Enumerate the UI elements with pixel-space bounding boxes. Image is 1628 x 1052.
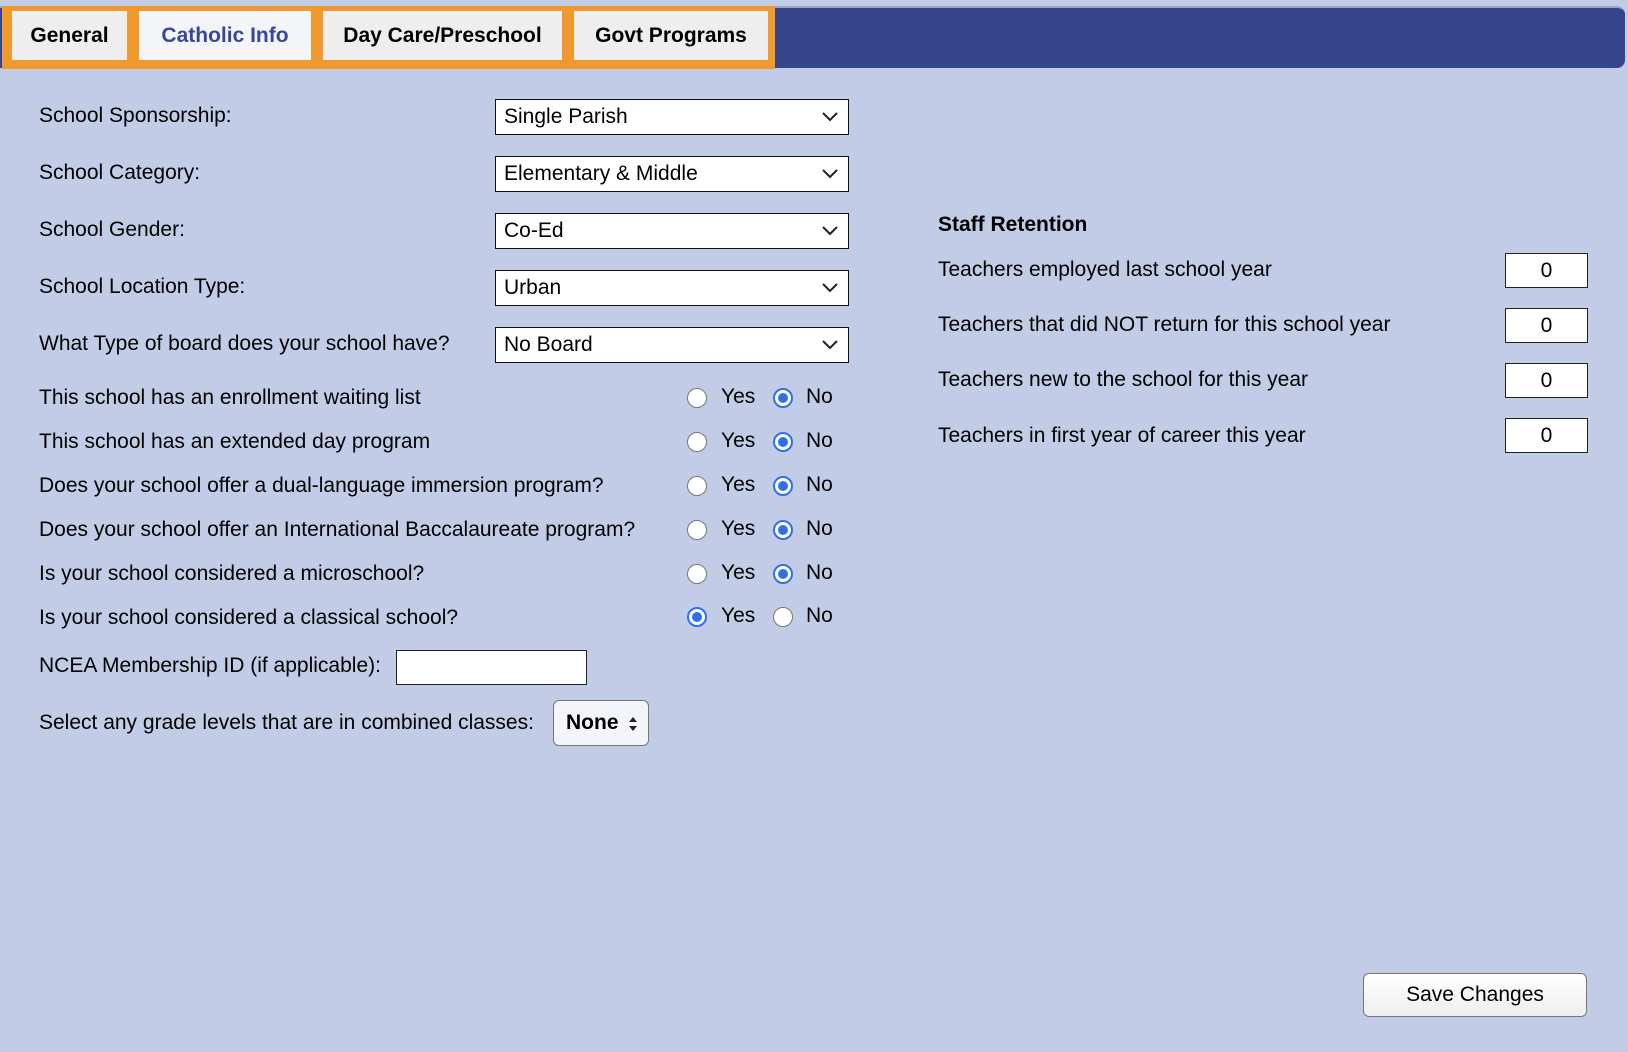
teachers-employed-label: Teachers employed last school year (938, 258, 1272, 281)
combined-classes-label: Select any grade levels that are in combined classes: (39, 711, 534, 734)
school-location-type-select[interactable] (495, 270, 849, 306)
school-category-label: School Category: (39, 161, 201, 184)
teachers-new-label: Teachers new to the school for this year (938, 368, 1309, 391)
microschool-no-radio[interactable] (773, 564, 793, 584)
tab-bar (0, 0, 1628, 70)
ib-program-radio-group (687, 516, 847, 544)
extended-day-radio-group (687, 428, 847, 456)
tab-govt-programs[interactable]: Govt Programs (574, 11, 768, 60)
microschool-radio-group (687, 560, 847, 588)
school-location-type-label: School Location Type: (39, 275, 246, 298)
ib-program-no-label: No (806, 517, 833, 540)
chevron-down-icon (820, 164, 840, 184)
teachers-first-year-label: Teachers in first year of career this year (938, 424, 1306, 447)
chevron-down-icon (820, 335, 840, 355)
waiting-list-no-label: No (806, 385, 833, 408)
microschool-yes-label: Yes (721, 561, 756, 584)
ib-program-question: Does your school offer an International Baccalaureate program? (39, 518, 636, 541)
extended-day-no-label: No (806, 429, 833, 452)
dual-language-radio-group (687, 472, 847, 500)
ib-program-yes-label: Yes (721, 517, 756, 540)
staff-retention-title: Staff Retention (938, 213, 1088, 236)
tab-catholic-info[interactable]: Catholic Info (139, 11, 311, 60)
school-location-type-value: Urban (504, 276, 562, 299)
school-category-value: Elementary & Middle (504, 162, 698, 185)
dual-language-question: Does your school offer a dual-language immersion program? (39, 474, 604, 497)
classical-school-yes-label: Yes (721, 604, 756, 627)
classical-school-question: Is your school considered a classical school? (39, 606, 459, 629)
waiting-list-yes-label: Yes (721, 385, 756, 408)
dual-language-no-radio[interactable] (773, 476, 793, 496)
teachers-not-return-input[interactable] (1505, 308, 1588, 343)
teachers-employed-input[interactable] (1505, 253, 1588, 288)
school-gender-select[interactable] (495, 213, 849, 249)
save-changes-button[interactable]: Save Changes (1363, 973, 1587, 1017)
chevron-down-icon (820, 221, 840, 241)
chevron-down-icon (820, 278, 840, 298)
chevron-down-icon (820, 107, 840, 127)
extended-day-question: This school has an extended day program (39, 430, 431, 453)
ib-program-no-radio[interactable] (773, 520, 793, 540)
tab-day-care-preschool[interactable]: Day Care/Preschool (323, 11, 562, 60)
board-type-label: What Type of board does your school have? (39, 332, 450, 355)
school-gender-label: School Gender: (39, 218, 185, 241)
board-type-value: No Board (504, 333, 593, 356)
school-gender-value: Co-Ed (504, 219, 564, 242)
combined-classes-select[interactable] (553, 700, 649, 746)
ib-program-yes-radio[interactable] (687, 520, 707, 540)
extended-day-yes-label: Yes (721, 429, 756, 452)
microschool-yes-radio[interactable] (687, 564, 707, 584)
waiting-list-no-radio[interactable] (773, 388, 793, 408)
ncea-membership-label: NCEA Membership ID (if applicable): (39, 654, 381, 677)
combined-classes-value: None (566, 711, 619, 734)
extended-day-no-radio[interactable] (773, 432, 793, 452)
classical-school-no-label: No (806, 604, 833, 627)
microschool-no-label: No (806, 561, 833, 584)
extended-day-yes-radio[interactable] (687, 432, 707, 452)
up-down-arrows-icon (628, 716, 638, 732)
board-type-select[interactable] (495, 327, 849, 363)
school-category-select[interactable] (495, 156, 849, 192)
teachers-new-input[interactable] (1505, 363, 1588, 398)
classical-school-radio-group (687, 603, 847, 631)
dual-language-no-label: No (806, 473, 833, 496)
ncea-membership-input[interactable] (396, 650, 587, 685)
classical-school-no-radio[interactable] (773, 607, 793, 627)
school-sponsorship-label: School Sponsorship: (39, 104, 232, 127)
classical-school-yes-radio[interactable] (687, 607, 707, 627)
teachers-first-year-input[interactable] (1505, 418, 1588, 453)
microschool-question: Is your school considered a microschool? (39, 562, 425, 585)
dual-language-yes-label: Yes (721, 473, 756, 496)
teachers-not-return-label: Teachers that did NOT return for this school year (938, 313, 1391, 336)
school-sponsorship-select[interactable] (495, 99, 849, 135)
dual-language-yes-radio[interactable] (687, 476, 707, 496)
waiting-list-radio-group (687, 384, 847, 412)
tab-general[interactable]: General (12, 11, 127, 60)
waiting-list-yes-radio[interactable] (687, 388, 707, 408)
waiting-list-question: This school has an enrollment waiting list (39, 386, 421, 409)
school-sponsorship-value: Single Parish (504, 105, 628, 128)
